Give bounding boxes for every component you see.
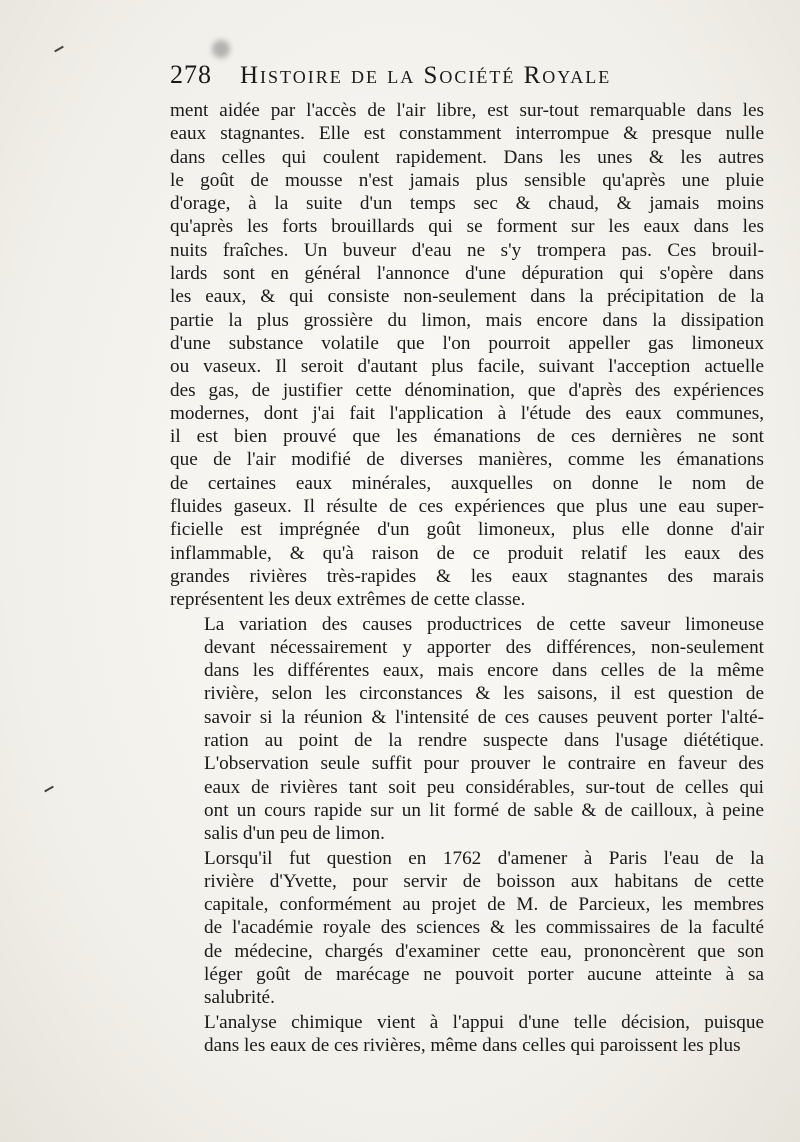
margin-mark: [44, 786, 54, 793]
text-line: La variation des causes productrices de cette saveur limoneuse: [204, 613, 764, 635]
running-head: Histoire de la Société Royale: [240, 62, 612, 89]
paragraph: [170, 847, 764, 1010]
text-line: eaux de rivières tant soit peu considérables, sur-tout de celles qui: [204, 776, 764, 798]
text-line: salis d'un peu de limon.: [204, 823, 385, 845]
text-line: les eaux, & qui consiste non-seulement dans la précipitation de la: [170, 286, 764, 308]
text-line: fluides gaseux. Il résulte de ces expériences que plus une eau super-: [170, 496, 764, 518]
text-line: modernes, dont j'ai fait l'application à l'étude des eaux communes,: [170, 402, 764, 424]
paragraph: [170, 99, 764, 612]
text-line: partie la plus grossière du limon, mais encore dans la dissipation: [170, 309, 764, 331]
text-line: d'une substance volatile que l'on pourroit appeller gas limoneux: [170, 332, 764, 354]
paragraph: [170, 613, 764, 846]
text-line: capitale, conformément au projet de M. de Parcieux, les membres: [204, 894, 764, 916]
paragraph: [170, 1011, 764, 1058]
text-line: léger goût de marécage ne pouvoit porter aucune atteinte à sa: [204, 963, 764, 985]
text-line: ficielle est imprégnée d'un goût limoneux, plus elle donne d'air: [170, 519, 764, 541]
text-line: ment aidée par l'accès de l'air libre, est sur-tout remarquable dans les: [170, 100, 764, 121]
text-line: lards sont en général l'annonce d'une dépuration qui s'opère dans: [170, 263, 764, 285]
text-line: inflammable, & qu'à raison de ce produit relatif les eaux des: [170, 542, 764, 564]
text-line: de certaines eaux minérales, auxquelles on donne le nom de: [170, 472, 764, 494]
text-line: il est bien prouvé que les émanations de ces dernières ne sont: [170, 426, 764, 448]
text-line: L'observation seule suffit pour prouver le contraire en faveur des: [204, 753, 764, 775]
page-header: [170, 60, 690, 90]
text-line: eaux stagnantes. Elle est constamment interrompue & presque nulle: [170, 123, 764, 145]
text-line: de l'académie royale des sciences & les commissaires de la faculté: [204, 917, 764, 939]
ink-smudge: [212, 40, 230, 58]
text-line: dans les différentes eaux, mais encore dans celles de la même: [204, 660, 764, 682]
text-line: savoir si la réunion & l'intensité de ces causes peuvent porter l'alté-: [204, 706, 764, 728]
text-line: ration au point de la rendre suspecte dans l'usage diététique.: [204, 730, 764, 752]
text-line: ou vaseux. Il seroit d'autant plus facile, suivant l'acception actuelle: [170, 356, 764, 378]
text-line: de médecine, chargés d'examiner cette eau, prononcèrent que son: [204, 940, 764, 962]
text-line: L'analyse chimique vient à l'appui d'une telle décision, puisque: [204, 1011, 764, 1033]
margin-mark: [54, 46, 64, 53]
text-line: rivière, selon les circonstances & les saisons, il est question de: [204, 683, 764, 705]
text-line: rivière d'Yvette, pour servir de boisson aux habitans de cette: [204, 870, 764, 892]
text-line: grandes rivières très-rapides & les eaux stagnantes des marais: [170, 565, 764, 587]
text-line: dans les eaux de ces rivières, même dans celles qui paroissent les plus: [204, 1034, 741, 1056]
page-number: 278: [170, 60, 212, 89]
text-line: nuits fraîches. Un buveur d'eau ne s'y trompera pas. Ces brouil-: [170, 239, 764, 261]
text-line: que de l'air modifié de diverses manières, comme les émanations: [170, 449, 764, 471]
text-line: le goût de mousse n'est jamais plus sensible qu'après une pluie: [170, 169, 764, 191]
text-line: ont un cours rapide sur un lit formé de sable & de cailloux, à peine: [204, 799, 764, 821]
text-line: salubrité.: [204, 987, 275, 1009]
text-line: d'orage, à la suite d'un temps sec & chaud, & jamais moins: [170, 193, 764, 215]
text-line: qu'après les forts brouillards qui se forment sur les eaux dans les: [170, 216, 764, 238]
text-line: dans celles qui coulent rapidement. Dans les unes & les autres: [170, 146, 764, 168]
body-text: [170, 99, 764, 1057]
text-line: devant nécessairement y apporter des différences, non-seulement: [204, 636, 764, 658]
text-line: des gas, de justifier cette dénomination, que d'après des expériences: [170, 379, 764, 401]
text-line: Lorsqu'il fut question en 1762 d'amener à Paris l'eau de la: [204, 847, 764, 869]
text-line: représentent les deux extrêmes de cette classe.: [170, 589, 526, 611]
